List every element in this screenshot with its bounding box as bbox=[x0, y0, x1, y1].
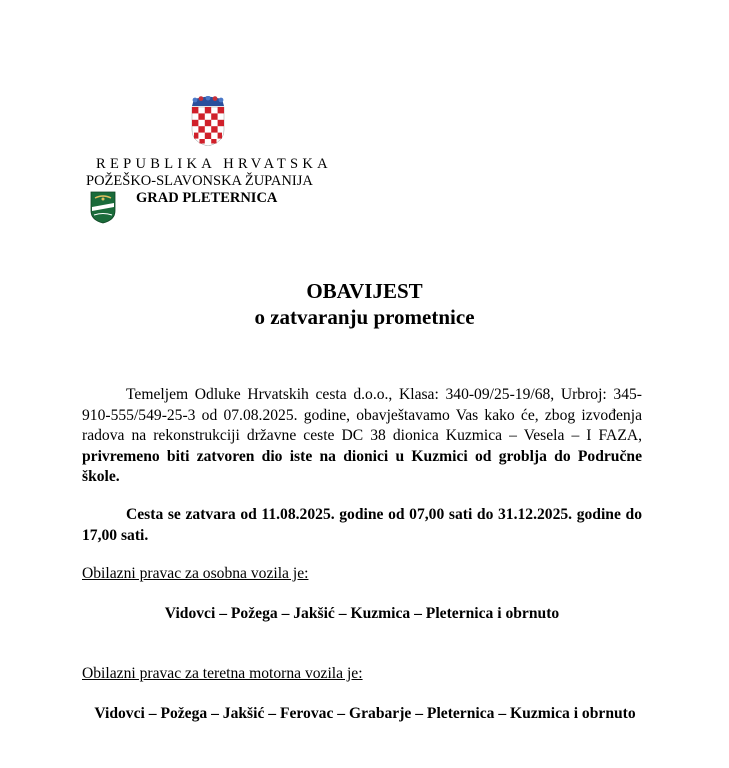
detour-heading-trucks: Obilazni pravac za teretna motorna vozila je: bbox=[82, 665, 363, 682]
document-title bbox=[0, 278, 729, 330]
paragraph-1-bold: privremeno biti zatvoren dio iste na dionici u Kuzmici od groblja do Područne škole. bbox=[82, 447, 642, 485]
detour-heading-cars: Obilazni pravac za osobna vozila je: bbox=[82, 565, 309, 582]
detour-route-cars: Vidovci – Požega – Jakšić – Kuzmica – Pleternica i obrnuto bbox=[164, 605, 560, 622]
title-subtitle: o zatvaranju prometnice bbox=[254, 305, 475, 329]
closure-period: Cesta se zatvara od 11.08.2025. godine od 07,00 sati do 31.12.2025. godine do 17,00 sati. bbox=[82, 506, 642, 544]
detour-route-trucks: Vidovci – Požega – Jakšić – Ferovac – Grabarje – Pleternica – Kuzmica i obrnuto bbox=[94, 705, 636, 722]
title-main: OBAVIJEST bbox=[306, 279, 423, 303]
croatian-coat-of-arms-icon bbox=[190, 96, 226, 146]
notice-paragraph-1 bbox=[82, 385, 642, 488]
country-name: REPUBLIKA HRVATSKA bbox=[96, 156, 332, 172]
notice-paragraph-2 bbox=[82, 505, 642, 546]
paragraph-1-plain: Temeljem Odluke Hrvatskih cesta d.o.o., Klasa: 340-09/25-19/68, Urbroj: 345-910-555/549-25-3 od 07.08.2025. godine, obavještavamo Vas kako će, zbog izvođenja radova na rekonstrukciji državne ceste DC 38 dionica Kuzmica – Vesela – I FAZA, bbox=[82, 386, 642, 444]
pleternica-crest-icon bbox=[90, 191, 116, 224]
crown-icon bbox=[192, 96, 224, 106]
county-name: POŽEŠKO-SLAVONSKA ŽUPANIJA bbox=[86, 173, 313, 189]
town-name: GRAD PLETERNICA bbox=[136, 190, 278, 206]
